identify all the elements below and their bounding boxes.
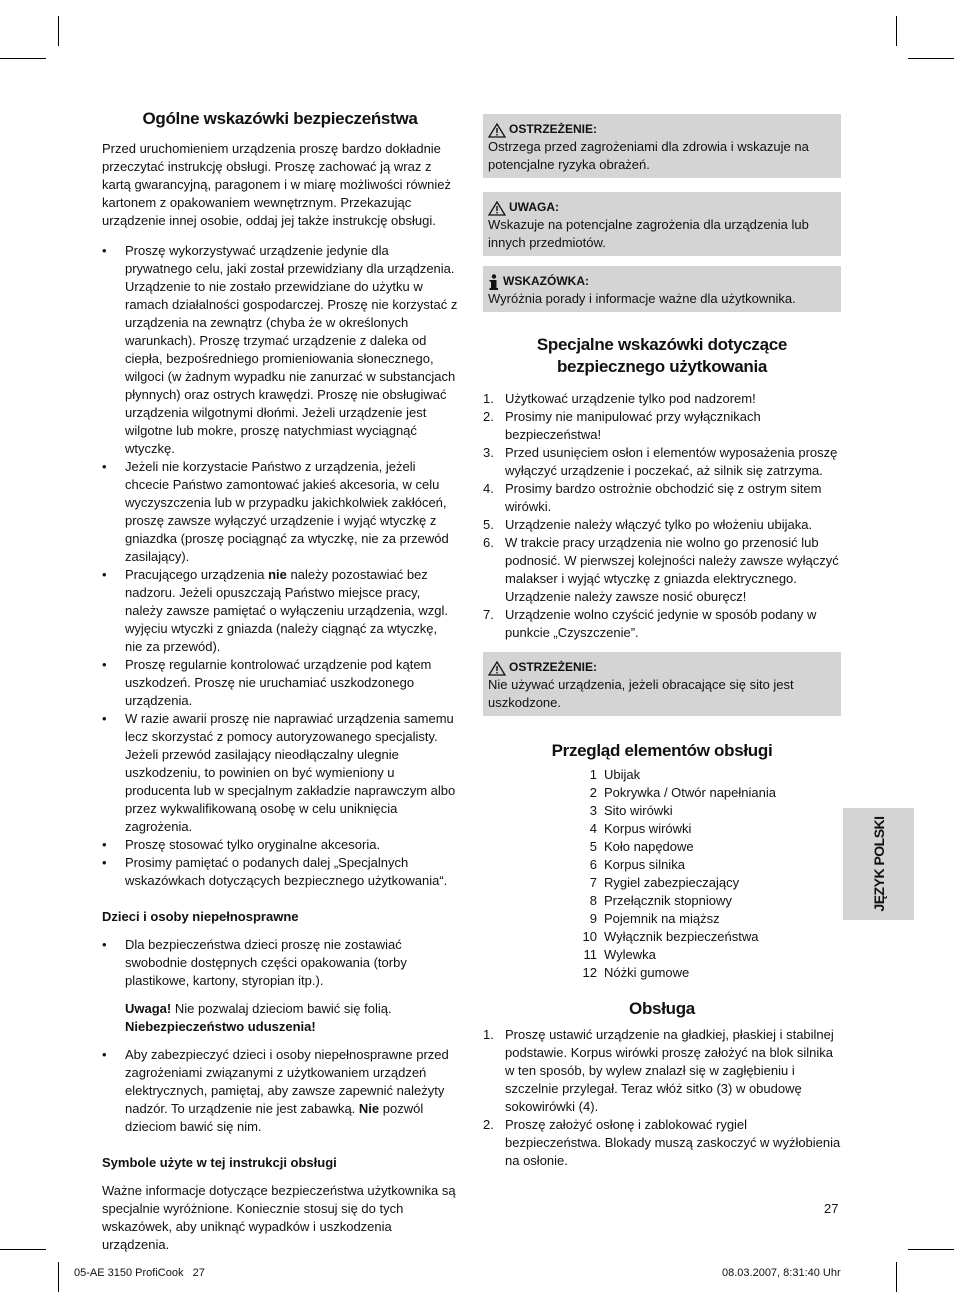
- list-item: • W razie awarii proszę nie naprawiać urządzenia samemu lecz skorzystać z pomocy autoryzowanego specjalisty. Jeżeli przewód zasilający nieodłączalny ulegnie uszkodzeniu, to powinien on być wymieniony u producenta lub w specjalnym zakładzie naprawczym albo przez wykwalifikowaną osobę w celu uniknięcia zagrożenia.: [102, 711, 456, 834]
- parts-list: [571, 766, 841, 982]
- crop-mark: [58, 1262, 59, 1292]
- warning-box: [483, 652, 841, 716]
- warning-triangle-icon: [488, 201, 506, 216]
- language-tab: [843, 808, 914, 920]
- list-item: 1. Proszę ustawić urządzenie na gładkiej, płaskiej i stabilnej podstawie. Korpus wirówki proszę założyć na blok silnika w ten sposób, by wylew znalazł się w zagłębieniu i szczelnie przylegał. Teraz włóż sitko (3) w obudowę sokowirówki (4).: [483, 1027, 834, 1114]
- right-column: [483, 114, 841, 1170]
- list-item: 4. Prosimy bardzo ostrożnie obchodzić się z ostrym sitem wirówki.: [483, 481, 822, 514]
- warning-text: Nie używać urządzenia, jeżeli obracające się sito jest uszkodzone.: [488, 677, 794, 710]
- intro-paragraph: Przed uruchomieniem urządzenia proszę bardzo dokładnie przeczytać instrukcję obsługi. Proszę zachować ją wraz z kartą gwarancyjną, paragonem i w miarę możliwości również kartonem z opakowaniem wewnętrznym. Przekazując urządzenie innej osobie, oddaj jej także instrukcję obsługi.: [102, 141, 451, 228]
- warning-triangle-icon: [488, 661, 506, 676]
- tip-text: Wyróżnia porady i informacje ważne dla użytkownika.: [488, 291, 796, 306]
- safety-title: Ogólne wskazówki bezpieczeństwa: [142, 109, 418, 128]
- list-item: 2. Prosimy nie manipulować przy wyłącznikach bezpieczeństwa!: [483, 409, 761, 442]
- list-item: 12 Nóżki gumowe: [582, 965, 690, 980]
- children-title: Dzieci i osoby niepełnosprawne: [102, 909, 299, 924]
- list-item: • Proszę wykorzystywać urządzenie jedynie dla prywatnego celu, jaki został przewidziany dla urządzenia. Urządzenie to nie zostało przewidziane do użytku w ramach działalności gospodarczej. Proszę nie korzystać z urządzenia na zewnątrz (chyba że w określonych warunkach). Proszę trzymać urządzenie z daleka od ciepła, bezpośredniego promieniowania słonecznego, wilgoci (w żadnym wypadku nie zanurzać w substancjach płynnych) oraz ostrych krawędzi. Proszę nie obsługiwać urządzenia wilgotnymi dłońmi. Jeżeli urządzenie jest wilgotne lub mokre, proszę natychmiast wyciągnąć wtyczkę.: [102, 243, 458, 456]
- language-tab-label: JĘZYK POLSKI: [870, 816, 887, 912]
- list-item: 3 Sito wirówki: [589, 803, 673, 818]
- left-column: [102, 110, 458, 1254]
- info-icon: [488, 274, 500, 290]
- list-item: • Proszę regularnie kontrolować urządzenie pod kątem uszkodzeń. Proszę nie uruchamiać uszkodzonego urządzenia.: [102, 657, 432, 708]
- list-item: 1 Ubijak: [589, 767, 641, 782]
- caution-box: [483, 192, 841, 256]
- tip-box: [483, 266, 841, 312]
- caution-label: UWAGA:: [509, 200, 559, 214]
- parts-title: Przegląd elementów obsługi: [551, 741, 773, 760]
- warning-triangle-icon: [488, 123, 506, 138]
- list-item: 5 Koło napędowe: [589, 839, 694, 854]
- crop-mark: [0, 1249, 46, 1250]
- list-item: 2. Proszę założyć osłonę i zablokować rygiel bezpieczeństwa. Blokady muszą zaskoczyć w wyżłobienia na osłonie.: [483, 1117, 841, 1168]
- list-item: 3. Przed usunięciem osłon i elementów wyposażenia proszę wyłączyć urządzenie i poczekać, aż silnik się zatrzyma.: [483, 445, 838, 478]
- warning-label: OSTRZEŻENIE:: [509, 660, 598, 674]
- list-item: • Pracującego urządzenia nie należy pozostawiać bez nadzoru. Jeżeli opuszczają Państwo miejsce pracy, należy zawsze pamiętać o wyłączeniu urządzenia, wzgl. wyjęciu wtyczki z gniazda (należy ciągnąć za wtyczkę, nie za przewód).: [102, 567, 448, 654]
- tip-label: WSKAZÓWKA:: [503, 274, 589, 288]
- symbols-paragraph: Ważne informacje dotyczące bezpieczeństwa użytkownika są specjalnie wyróżnione. Koniecznie stosuj się do tych wskazówek, aby uniknąć wypadków i uszkodzenia urządzenia.: [102, 1183, 456, 1252]
- list-item: 1. Użytkować urządzenie tylko pod nadzorem!: [483, 391, 756, 406]
- list-item: 7 Rygiel zabezpieczający: [589, 875, 740, 890]
- warning-box: [483, 114, 841, 178]
- list-item: • Prosimy pamiętać o podanych dalej „Specjalnych wskazówkach dotyczących bezpiecznego użytkowania“.: [102, 855, 448, 888]
- list-item: • Proszę stosować tylko oryginalne akcesoria.: [102, 837, 381, 852]
- crop-mark: [896, 1262, 897, 1292]
- crop-mark: [0, 58, 46, 59]
- warning-text: Ostrzega przed zagrożeniami dla zdrowia i wskazuje na potencjalne ryzyka obrażeń.: [488, 139, 809, 172]
- list-item: 6 Korpus silnika: [589, 857, 685, 872]
- list-item: 7. Urządzenie wolno czyścić jedynie w sposób podany w punkcie „Czyszczenie”.: [483, 607, 817, 640]
- list-item: 5. Urządzenie należy włączyć tylko po włożeniu ubijaka.: [483, 517, 813, 532]
- list-item: • Jeżeli nie korzystacie Państwo z urządzenia, jeżeli chcecie Państwo zamontować jakieś akcesoria, w celu wyczyszczenia lub w przypadku jakichkolwiek zakłóceń, proszę zawsze wyłączyć urządzenie i wyjąć wtyczkę z gniazdka (proszę pociągnąć za wtyczkę, nie za przewód zasilający).: [102, 459, 449, 564]
- crop-mark: [58, 16, 59, 46]
- warning-label: OSTRZEŻENIE:: [509, 122, 598, 136]
- crop-mark: [908, 58, 954, 59]
- page-number: 27: [824, 1201, 839, 1216]
- warning-note: Uwaga! Nie pozwalaj dzieciom bawić się folią. Niebezpieczeństwo uduszenia!: [125, 1001, 392, 1034]
- caution-text: Wskazuje na potencjalne zagrożenia dla urządzenia lub innych przedmiotów.: [488, 217, 809, 250]
- special-title: Specjalne wskazówki dotyczące bezpiecznego użytkowania: [536, 335, 788, 376]
- list-item: 11 Wylewka: [583, 947, 656, 962]
- symbols-title: Symbole użyte w tej instrukcji obsługi: [102, 1155, 337, 1170]
- list-item: 4 Korpus wirówki: [589, 821, 692, 836]
- list-item: 10 Wyłącznik bezpieczeństwa: [582, 929, 759, 944]
- list-item: 2 Pokrywka / Otwór napełniania: [589, 785, 776, 800]
- usage-title: Obsługa: [629, 999, 695, 1018]
- footer-left: 05-AE 3150 ProfiCook 27: [74, 1267, 205, 1279]
- list-item: • Dla bezpieczeństwa dzieci proszę nie zostawiać swobodnie dostępnych części opakowania (torby plastikowe, kartony, styropian itp.).: [102, 937, 407, 988]
- list-item: 9 Pojemnik na miąższ: [589, 911, 720, 926]
- crop-mark: [896, 16, 897, 46]
- crop-mark: [908, 1249, 954, 1250]
- list-item: 8 Przełącznik stopniowy: [589, 893, 732, 908]
- list-item: • Aby zabezpieczyć dzieci i osoby niepełnosprawne przed zagrożeniami związanymi z użytkowaniem urządzeń elektrycznych, pamiętaj, aby zawsze zapewnić należyty nadzór. To urządzenie nie jest zabawką. Nie pozwól dzieciom bawić się nim.: [102, 1047, 449, 1134]
- footer-right: 08.03.2007, 8:31:40 Uhr: [722, 1267, 841, 1279]
- list-item: 6. W trakcie pracy urządzenia nie wolno go przenosić lub podnosić. W pierwszej kolejności należy zawsze wyłączyć malakser i wyjąć wtyczkę z gniazda elektrycznego. Urządzenie należy zawsze nosić oburęcz!: [483, 535, 839, 604]
